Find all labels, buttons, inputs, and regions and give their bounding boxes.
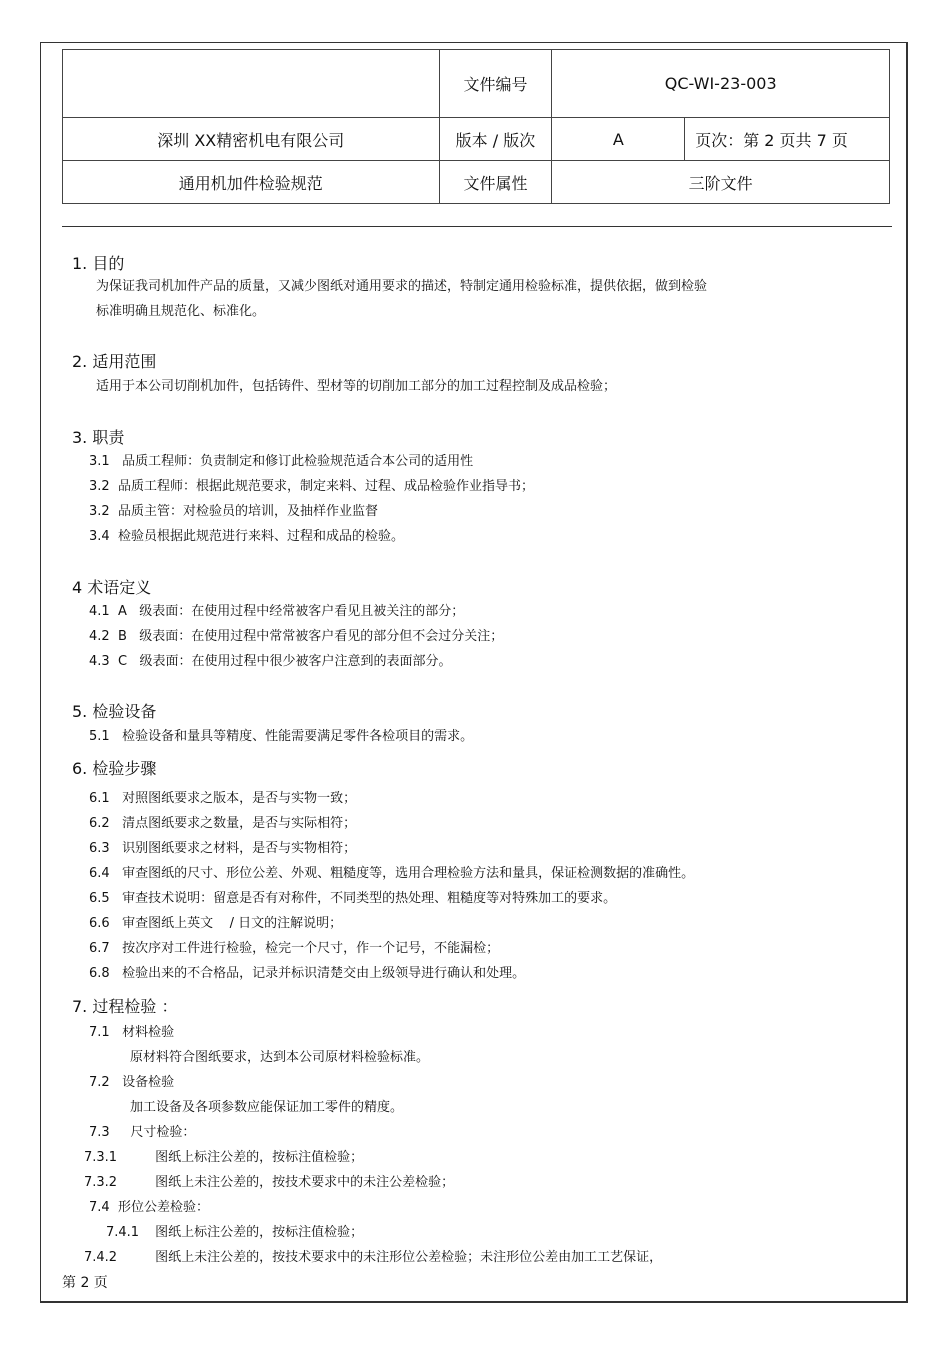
document-title: 通用机加件检验规范	[63, 161, 440, 204]
section-2-heading: 2. 适用范围	[72, 352, 157, 371]
list-item: 4.1 A 级表面：在使用过程中经常被客户看见且被关注的部分；	[89, 604, 465, 619]
doc-attribute-value: 三阶文件	[552, 161, 890, 204]
subsection-7-4-1: 7.4.1 图纸上标注公差的，按标注值检验；	[106, 1225, 364, 1240]
section-5-heading: 5. 检验设备	[72, 702, 157, 721]
subsection-7-2-text: 加工设备及各项参数应能保证加工零件的精度。	[130, 1100, 404, 1115]
subsection-7-2: 7.2 设备检验	[89, 1075, 175, 1090]
list-item: 6.7 按次序对工件进行检验，检完一个尺寸，作一个记号，不能漏检；	[89, 941, 500, 956]
section-1-text-line1: 为保证我司机加件产品的质量，又减少图纸对通用要求的描述，特制定通用检验标准，提供依据，做到检验	[96, 279, 708, 294]
subsection-7-3: 7.3 尺寸检验：	[89, 1125, 196, 1140]
doc-number-value: QC-WI-23-003	[552, 50, 890, 118]
list-item: 4.2 B 级表面：在使用过程中常常被客户看见的部分但不会过分关注；	[89, 629, 504, 644]
list-item: 6.4 审查图纸的尺寸、形位公差、外观、粗糙度等，选用合理检验方法和量具，保证检测数据的准确性。	[89, 866, 695, 881]
subsection-7-4-2: 7.4.2 图纸上未注公差的，按技术要求中的未注形位公差检验；未注形位公差由加工工艺保证，	[84, 1250, 663, 1265]
list-item: 6.3 识别图纸要求之材料，是否与实物相符；	[89, 841, 357, 856]
section-1-heading: 1. 目的	[72, 254, 125, 273]
list-item: 6.8 检验出来的不合格品，记录并标识清楚交由上级领导进行确认和处理。	[89, 966, 526, 981]
subsection-7-1-text: 原材料符合图纸要求，达到本公司原材料检验标准。	[130, 1050, 430, 1065]
section-7-heading: 7. 过程检验 ：	[72, 997, 178, 1016]
page-number-footer: 第 2 页	[62, 1275, 108, 1291]
list-item: 6.2 清点图纸要求之数量，是否与实际相符；	[89, 816, 357, 831]
subsection-7-3-1: 7.3.1 图纸上标注公差的，按标注值检验；	[84, 1150, 364, 1165]
list-item: 4.3 C 级表面：在使用过程中很少被客户注意到的表面部分。	[89, 654, 452, 669]
version-label: 版本 / 版次	[439, 118, 552, 161]
subsection-7-3-2: 7.3.2 图纸上未注公差的，按技术要求中的未注公差检验；	[84, 1175, 455, 1190]
section-2-text: 适用于本公司切削机加件，包括铸件、型材等的切削加工部分的加工过程控制及成品检验；	[96, 379, 617, 394]
section-3-heading: 3. 职责	[72, 428, 125, 447]
subsection-7-4: 7.4 形位公差检验：	[89, 1200, 209, 1215]
header-divider	[62, 226, 892, 227]
list-item: 3.1 品质工程师：负责制定和修订此检验规范适合本公司的适用性	[89, 454, 474, 469]
section-4-heading: 4 术语定义	[72, 578, 152, 597]
list-item: 3.4 检验员根据此规范进行来料、过程和成品的检验。	[89, 529, 404, 544]
header-blank-cell	[63, 50, 440, 118]
list-item: 6.6 审查图纸上英文 / 日文的注解说明；	[89, 916, 343, 931]
document-header-table	[62, 49, 890, 204]
version-value: A	[552, 118, 685, 161]
list-item: 6.5 审查技术说明：留意是否有对称件，不同类型的热处理、粗糙度等对特殊加工的要求。	[89, 891, 617, 906]
list-item: 3.2 品质主管：对检验员的培训，及抽样作业监督	[89, 504, 378, 519]
doc-number-label: 文件编号	[439, 50, 552, 118]
subsection-7-1: 7.1 材料检验	[89, 1025, 175, 1040]
list-item: 3.2 品质工程师：根据此规范要求，制定来料、过程、成品检验作业指导书；	[89, 479, 534, 494]
company-name: 深圳 XX精密机电有限公司	[63, 118, 440, 161]
section-6-heading: 6. 检验步骤	[72, 759, 157, 778]
doc-attribute-label: 文件属性	[439, 161, 552, 204]
section-1-text-line2: 标准明确且规范化、标准化。	[96, 304, 266, 319]
list-item: 5.1 检验设备和量具等精度、性能需要满足零件各检项目的需求。	[89, 729, 474, 744]
page-info: 页次：第 2 页共 7 页	[685, 118, 890, 161]
list-item: 6.1 对照图纸要求之版本，是否与实物一致；	[89, 791, 357, 806]
